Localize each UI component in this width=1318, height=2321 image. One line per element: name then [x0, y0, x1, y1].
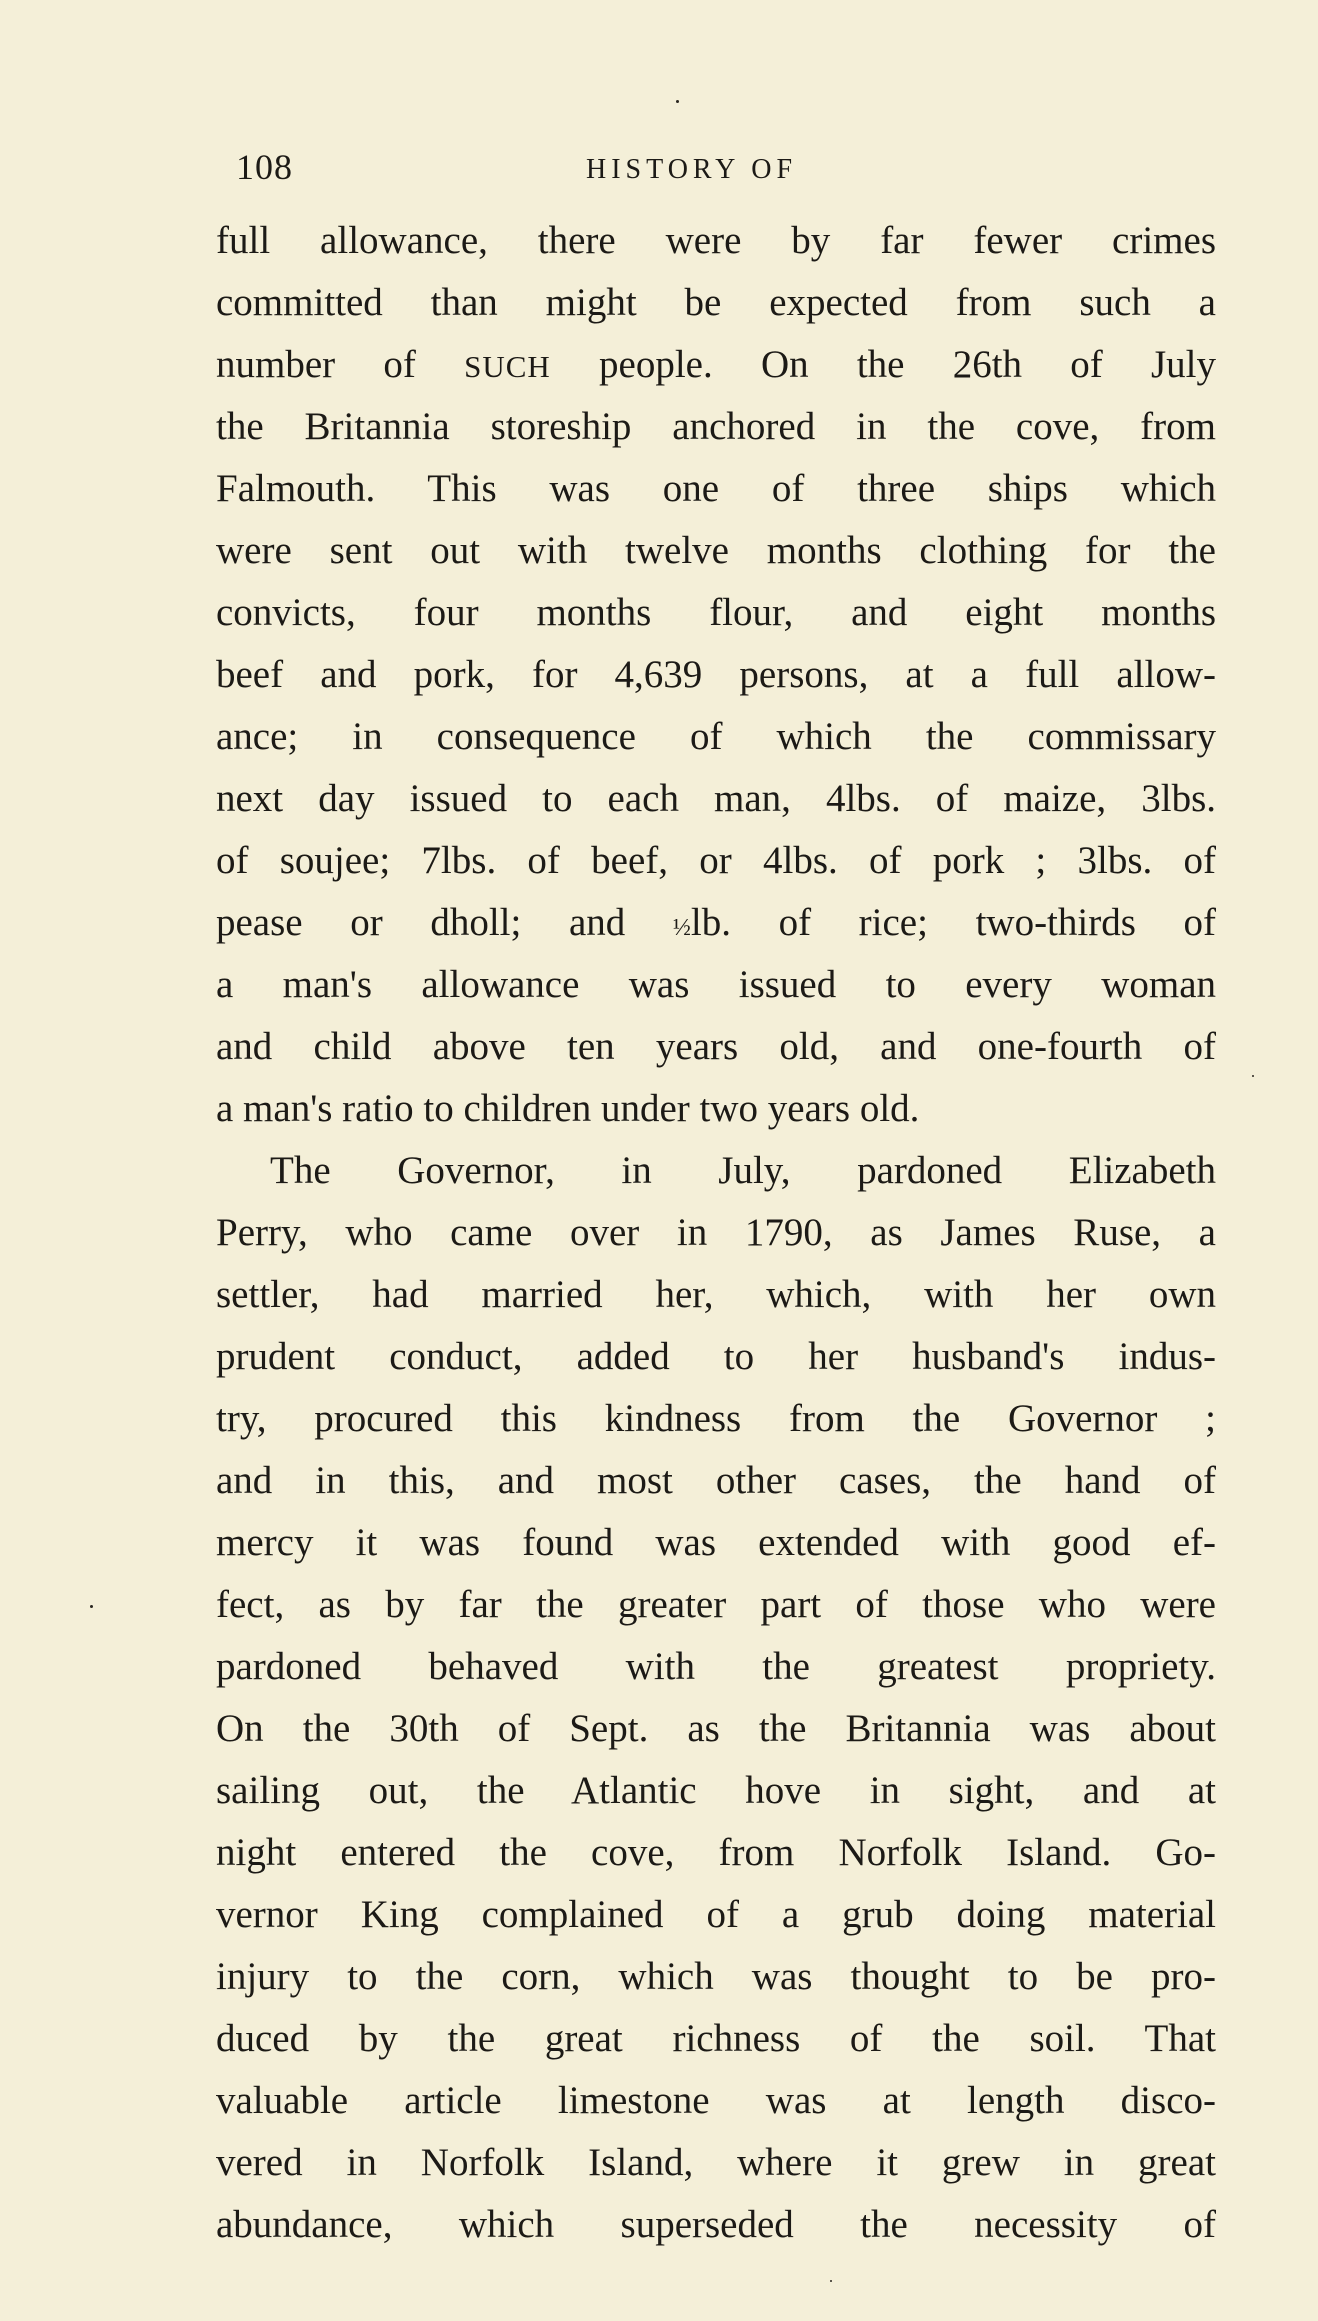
text-line: number of SUCH people. On the 26th of July: [216, 343, 1216, 386]
text-line: On the 30th of Sept. as the Britannia was about: [216, 1707, 1216, 1750]
text-line: Falmouth. This was one of three ships which: [216, 467, 1216, 510]
text-line: settler, had married her, which, with her own: [216, 1273, 1216, 1316]
text-line: and in this, and most other cases, the hand of: [216, 1459, 1216, 1502]
text-line: abundance, which superseded the necessity of: [216, 2203, 1216, 2246]
text-line: sailing out, the Atlantic hove in sight, and at: [216, 1769, 1216, 1812]
text-line: try, procured this kindness from the Governor ;: [216, 1397, 1216, 1440]
paragraph-end-line: a man's ratio to children under two years old.: [216, 1087, 920, 1130]
paper-speck: [90, 1605, 93, 1608]
text-line: pardoned behaved with the greatest propriety.: [216, 1645, 1216, 1688]
text-line: mercy it was found was extended with good ef-: [216, 1521, 1216, 1564]
text-line: vered in Norfolk Island, where it grew in great: [216, 2141, 1216, 2184]
running-head: [236, 146, 1216, 196]
text-line: a man's allowance was issued to every woman: [216, 963, 1216, 1006]
text-line: injury to the corn, which was thought to be pro-: [216, 1955, 1216, 1998]
body-text: [216, 210, 1216, 2256]
text-line: Perry, who came over in 1790, as James Ruse, a: [216, 1211, 1216, 1254]
text-line: and child above ten years old, and one-fourth of: [216, 1025, 1216, 1068]
paper-speck: [1252, 1075, 1254, 1077]
text-line: of soujee; 7lbs. of beef, or 4lbs. of pork ; 3lbs. of: [216, 839, 1216, 882]
text-line: next day issued to each man, 4lbs. of maize, 3lbs.: [216, 777, 1216, 820]
text-line: were sent out with twelve months clothing for the: [216, 529, 1216, 572]
text-line: convicts, four months flour, and eight months: [216, 591, 1216, 634]
small-caps-word: SUCH: [464, 349, 551, 384]
paragraph-start-line: The Governor, in July, pardoned Elizabeth: [270, 1149, 1216, 1192]
paper-speck: [676, 100, 679, 103]
text-line: pease or dholl; and ½lb. of rice; two-thirds of: [216, 901, 1216, 944]
text-line: fect, as by far the greater part of those who were: [216, 1583, 1216, 1626]
paper-speck: [830, 2280, 832, 2282]
fraction-half: ½: [672, 915, 691, 941]
text-line: beef and pork, for 4,639 persons, at a full allow-: [216, 653, 1216, 696]
text-line: valuable article limestone was at length disco-: [216, 2079, 1216, 2122]
text-line: vernor King complained of a grub doing material: [216, 1893, 1216, 1936]
text-line: committed than might be expected from such a: [216, 281, 1216, 324]
page-number: 108: [236, 147, 293, 187]
text-line: full allowance, there were by far fewer crimes: [216, 219, 1216, 262]
text-line: ance; in consequence of which the commissary: [216, 715, 1216, 758]
text-line: prudent conduct, added to her husband's indus-: [216, 1335, 1216, 1378]
text-line: the Britannia storeship anchored in the cove, from: [216, 405, 1216, 448]
text-line: duced by the great richness of the soil. That: [216, 2017, 1216, 2060]
text-line: night entered the cove, from Norfolk Island. Go-: [216, 1831, 1216, 1874]
running-title: HISTORY OF: [586, 154, 798, 185]
